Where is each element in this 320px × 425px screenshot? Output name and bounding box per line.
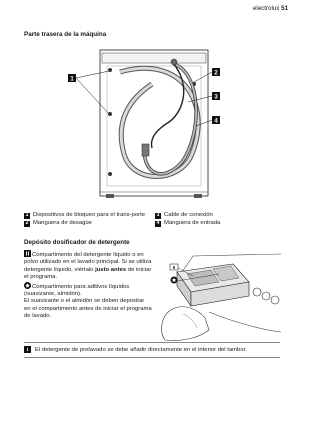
softener-paragraph — [24, 282, 152, 299]
legend-item-4 — [155, 220, 281, 227]
svg-text:4: 4 — [214, 118, 218, 125]
legend-left — [24, 212, 150, 228]
legend-text: Dispositivos de bloqueo para el trans-porte — [33, 212, 145, 218]
svg-text:II: II — [172, 265, 176, 270]
main-wash-paragraph — [24, 250, 152, 282]
legend-right — [155, 212, 281, 228]
main-wash-compartment-icon — [24, 250, 31, 257]
legend-text: Cable de conexión — [164, 212, 213, 218]
softener-note: El suavizante o el almidón se deben depositar en el compartimento antes de iniciar el programa de lavado. — [24, 298, 152, 320]
softener-compartment-icon — [24, 282, 31, 289]
legend-item-1 — [24, 212, 150, 219]
legend-number: 1 — [25, 211, 29, 218]
page-header — [253, 5, 288, 12]
legend-number: 4 — [156, 220, 160, 227]
svg-text:1: 1 — [70, 76, 74, 83]
legend-number: 2 — [25, 220, 29, 227]
legend-item-2 — [24, 220, 150, 227]
softener-text: Compartimento para aditivos líquidos (suavizante, almidón). — [24, 283, 130, 298]
info-icon: i — [24, 346, 31, 353]
note-text: El detergente de prelavado se debe añadir directamente en el interior del tambor. — [35, 346, 247, 353]
section-title: Parte trasera de la máquina — [24, 31, 107, 38]
detergent-drawer-illustration — [153, 252, 281, 346]
svg-text:3: 3 — [214, 94, 218, 101]
brand-name: electrolux — [252, 5, 280, 12]
dispenser-title: Depósito dosificador de detergente — [24, 239, 130, 246]
legend-number: 3 — [156, 211, 160, 218]
washing-machine-back-illustration — [62, 44, 238, 199]
dispenser-description — [24, 250, 152, 321]
legend-text: Manguera de entrada — [164, 220, 221, 227]
svg-text:2: 2 — [214, 70, 218, 77]
main-text-bold: justo antes — [95, 266, 127, 273]
main-text-before: Compartimento del detergente líquido o en polvo utilizado en el lavado principal. Si se utiliza detergente líquido, viértalo — [24, 252, 152, 273]
legend-text: Manguera de desagüe — [33, 220, 92, 227]
page-number: 51 — [281, 5, 288, 12]
prewash-note — [24, 346, 284, 353]
note-divider-top — [24, 342, 280, 343]
main-text-after: de iniciar el programa. — [24, 266, 152, 281]
legend-item-3 — [155, 212, 281, 219]
note-divider-bottom — [24, 357, 280, 358]
